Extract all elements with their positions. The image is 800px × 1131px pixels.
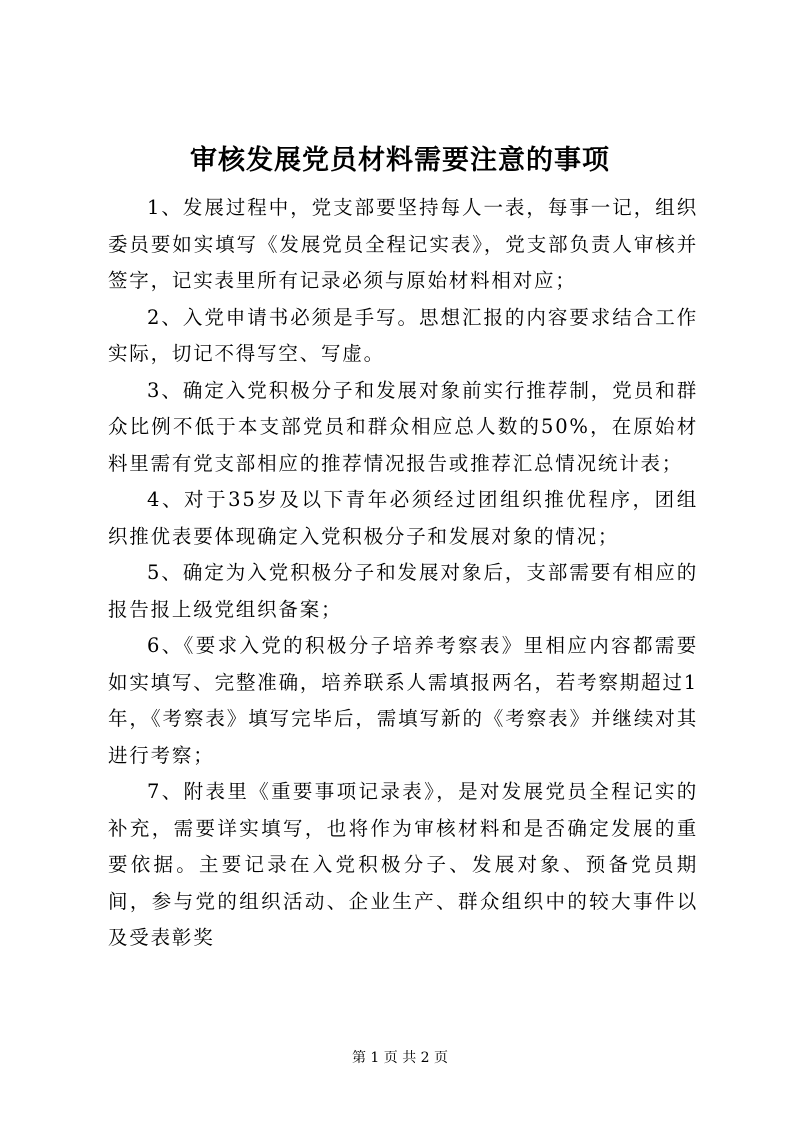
page-footer: 第 1 页 共 2 页 <box>351 1050 449 1066</box>
paragraph-7: 7、附表里《重要事项记录表》，是对发展党员全程记实的补充，需要详实填写，也将作为审核材料和是否确定发展的重要依据。主要记录在入党积极分子、发展对象、预备党员期间，参与党的组织活动、企业生产、群众组织中的较大事件以及受表彰奖 <box>108 780 698 949</box>
paragraph-3: 3、确定入党积极分子和发展对象前实行推荐制，党员和群众比例不低于本支部党员和群众相应总人数的50%，在原始材料里需有党支部相应的推荐情况报告或推荐汇总情况统计表； <box>108 378 698 475</box>
document-title: 审核发展党员材料需要注意的事项 <box>190 145 610 176</box>
paragraph-6: 6、《要求入党的积极分子培养考察表》里相应内容都需要如实填写、完整准确，培养联系人需填报两名，若考察期超过1年，《考察表》填写完毕后，需填写新的《考察表》并继续对其进行考察； <box>108 634 698 767</box>
paragraph-5: 5、确定为入党积极分子和发展对象后，支部需要有相应的报告报上级党组织备案； <box>108 561 698 621</box>
document-body <box>108 190 698 957</box>
paragraph-2: 2、入党申请书必须是手写。思想汇报的内容要求结合工作实际，切记不得写空、写虚。 <box>108 305 698 365</box>
paragraph-1: 1、发展过程中，党支部要坚持每人一表，每事一记，组织委员要如实填写《发展党员全程记实表》，党支部负责人审核并签字，记实表里所有记录必须与原始材料相对应； <box>108 196 698 292</box>
paragraph-4: 4、对于35岁及以下青年必须经过团组织推优程序，团组织推优表要体现确定入党积极分子和发展对象的情况； <box>108 488 698 548</box>
